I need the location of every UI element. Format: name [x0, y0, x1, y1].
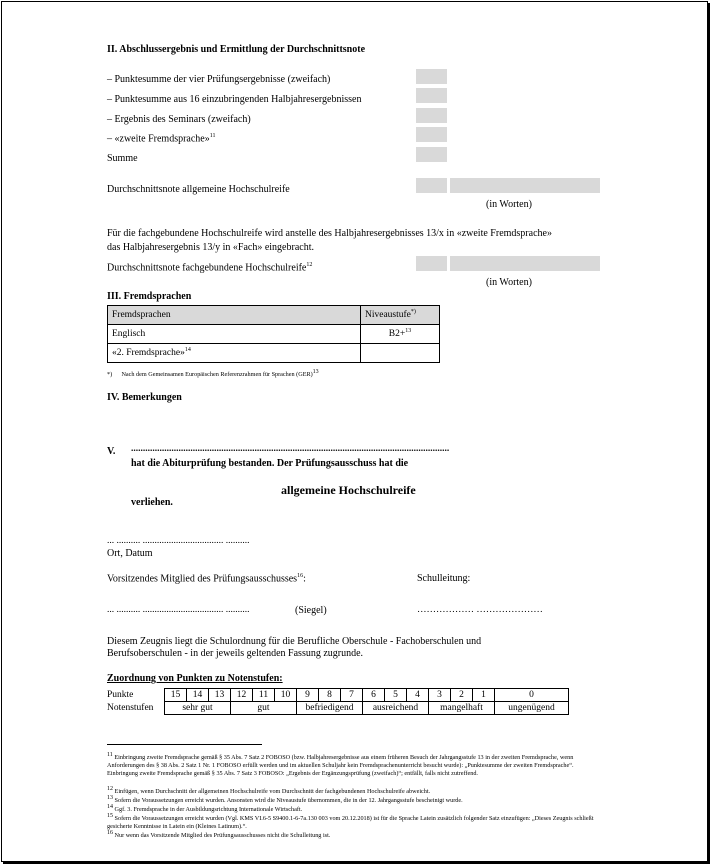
durchschnitt-ahr-label: Durchschnittsnote allgemeine Hochschulreife [107, 184, 290, 195]
page-frame [1, 1, 708, 862]
schulleitung-signature-dots[interactable]: ……………… ………………… [417, 605, 543, 615]
name-dots[interactable]: ...................................................................................................................................... [131, 444, 450, 454]
ger-footnote: *) Nach dem Gemeinsamen Europäischen Referenzrahmen für Sprachen (GER)$^{13}$ [107, 369, 319, 379]
legal-line-1: Diesem Zeugnis liegt die Schulordnung für die Berufliche Oberschule - Fachoberschulen und [107, 636, 482, 647]
grade-cell: gut [231, 702, 297, 715]
col-fremdsprachen: Fremdsprachen [108, 306, 361, 325]
vorsitz-label: Vorsitzendes Mitglied des Prüfungsausschusses$^{16}$: [107, 573, 306, 585]
score-field-1[interactable] [416, 69, 447, 84]
score-field-3[interactable] [416, 108, 447, 123]
durchschnitt-fhr-words-field[interactable] [450, 256, 600, 271]
points-cell: 1 [473, 689, 495, 702]
durchschnitt-fhr-field[interactable] [416, 256, 447, 271]
score-field-2[interactable] [416, 88, 447, 103]
vorsitz-signature-dots[interactable]: ... .......... .................................. .......... [107, 605, 250, 615]
durchschnitt-ahr-field[interactable] [416, 178, 447, 193]
points-cell: 6 [363, 689, 385, 702]
legal-line-2: Berufsoberschulen - in der jeweils geltenden Fassung zugrunde. [107, 648, 364, 659]
points-cell: 4 [407, 689, 429, 702]
ort-datum-dots[interactable]: ... .......... .................................. .......... [107, 536, 250, 546]
in-worten-label-2: (in Worten) [486, 277, 532, 288]
points-cell: 12 [231, 689, 253, 702]
schulleitung-label: Schulleitung: [417, 573, 471, 584]
grade-cell: ausreichend [363, 702, 429, 715]
footnote-11: $^{11}$ Einbringung zweite Fremdsprache gemäß § 35 Abs. 7 Satz 2 FOBOSO (bzw. Halbjahresergebnisse aus einem früheren Besuch der Jahrgangsstufe 13 in der zweiten Fremdsprache, wenn Anforderungen des § 38 Abs. 2 Satz 1 Nr. 1 FOBOSO erfüllt werden und im aktuellen Schuljahr kein Fremdsprachenunterricht besucht wurde): „Punktesumme der zweiten Fremdsprache“. Einbringung zweite Fremdsprache gemäß § 35 Abs. 7 Satz 3 FOBOSO: „Ergebnis der Ergänzungsprüfung (zweifach)“; entfällt, falls nicht zutreffend. [107, 752, 574, 778]
footnote-16: $^{16}$ Nur wenn das Vorsitzende Mitglied des Prüfungsausschusses nicht die Schulleitung ist. [107, 830, 331, 840]
zuordnung-heading: Zuordnung von Punkten zu Notenstufen: [107, 673, 283, 684]
item-punktesumme-pruefungen: – Punktesumme der vier Prüfungsergebnisse (zweifach) [107, 74, 331, 85]
section-4-heading: IV. Bemerkungen [107, 392, 182, 403]
fremdsprachen-table [107, 305, 440, 363]
durchschnitt-fhr-label: Durchschnittsnote fachgebundene Hochschulreife$^{12}$ [107, 262, 313, 274]
durchschnitt-ahr-words-field[interactable] [450, 178, 600, 193]
points-cell: 7 [341, 689, 363, 702]
points-cell: 8 [319, 689, 341, 702]
points-cell: 15 [165, 689, 187, 702]
points-cell: 2 [451, 689, 473, 702]
grade-cell: ungenügend [495, 702, 569, 715]
points-cell: 3 [429, 689, 451, 702]
points-cell: 5 [385, 689, 407, 702]
points-cell: 10 [275, 689, 297, 702]
ort-datum-label: Ort, Datum [107, 548, 153, 559]
row-englisch-lang: Englisch [108, 325, 361, 344]
row-englisch-level: B2+$^{13}$ [361, 325, 440, 344]
section-5-number: V. [107, 446, 116, 457]
grade-cell: sehr gut [165, 702, 231, 715]
points-cell: 11 [253, 689, 275, 702]
in-worten-label-1: (in Worten) [486, 199, 532, 210]
item-punktesumme-halbjahre: – Punktesumme aus 16 einzubringenden Halbjahresergebnissen [107, 94, 362, 105]
score-field-4[interactable] [416, 127, 447, 142]
footnote-13: $^{13}$ Sofern die Voraussetzungen erreicht wurden. Ansonsten wird die Niveaustufe übernommen, die in der 12. Jahrgangsstufe bescheinigt wurde. [107, 795, 463, 805]
summe-field[interactable] [416, 147, 447, 162]
col-niveaustufe: Niveaustufe*) [361, 306, 440, 325]
fh-text-line-2: das Halbjahresergebnis 13/y in «Fach» eingebracht. [107, 242, 314, 253]
summe-label: Summe [107, 153, 138, 164]
item-zweite-fremdsprache: – «zweite Fremdsprache»$^{11}$ [107, 133, 216, 145]
row-fremdsprache2-level[interactable] [361, 344, 440, 363]
points-cell: 0 [495, 689, 569, 702]
points-cell: 9 [297, 689, 319, 702]
row-fremdsprache2-lang: «2. Fremdsprache»$^{14}$ [108, 344, 361, 363]
footnote-15: $^{15}$ Sofern die Voraussetzungen erreicht wurden (Vgl. KMS VI.6-5 S9400.1-6-7a.130 003 vom 20.12.2018) ist für die Sprache Latein zusätzlich folgender Satz einzufügen: „Dieses Zeugnis schließt gesicherte Kenntnisse in Latein ein (Kleines Latinum).“. [107, 813, 594, 831]
points-cell: 13 [209, 689, 231, 702]
siegel-label: (Siegel) [295, 605, 327, 616]
verliehen-text: verliehen. [131, 497, 173, 508]
footnote-separator [107, 744, 262, 745]
section-3-heading: III. Fremdsprachen [107, 291, 192, 302]
grade-cell: mangelhaft [429, 702, 495, 715]
section-2-heading: II. Abschlussergebnis und Ermittlung der Durchschnittsnote [107, 44, 366, 55]
fh-text-line-1: Für die fachgebundene Hochschulreife wird anstelle des Halbjahresergebnisses 13/x in «zweite Fremdsprache» [107, 228, 552, 239]
notenstufen-label: Notenstufen [107, 703, 154, 713]
bestanden-text: hat die Abiturprüfung bestanden. Der Prüfungsausschuss hat die [131, 458, 409, 469]
grade-cell: befriedigend [297, 702, 363, 715]
abschluss-title: allgemeine Hochschulreife [281, 483, 416, 497]
points-cell: 14 [187, 689, 209, 702]
item-seminar: – Ergebnis des Seminars (zweifach) [107, 114, 251, 125]
punkte-label: Punkte [107, 690, 134, 700]
footnote-14: $^{14}$ Ggf. 3. Fremdsprache in der Ausbildungsrichtung Internationale Wirtschaft. [107, 804, 303, 814]
punkte-notenstufen-table [107, 688, 569, 715]
footnote-12: $^{12}$ Einfügen, wenn Durchschnitt der allgemeinen Hochschulreife vom Durchschnitt der fachgebundenen Hochschulreife abweicht. [107, 786, 431, 796]
